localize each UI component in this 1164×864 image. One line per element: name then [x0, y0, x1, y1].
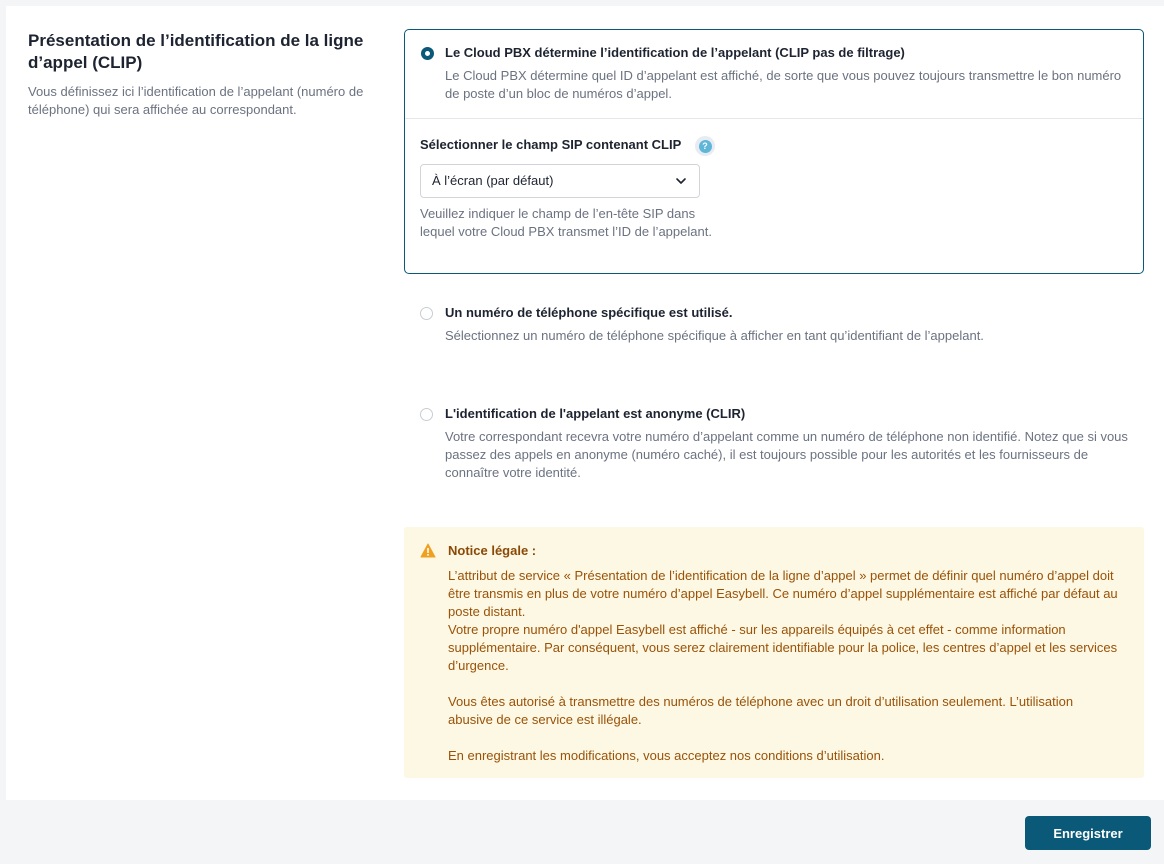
sip-field-label: Sélectionner le champ SIP contenant CLIP [420, 137, 682, 152]
legal-paragraph: L’attribut de service « Présentation de l’identification de la ligne d’appel » permet de définir quel numéro d’appel doit être transmis en plus de votre numéro d’appel Easybell. Ce numéro d’appel supplémentaire est affiché par défaut au poste distant. [448, 568, 1118, 619]
warning-triangle-icon [420, 543, 436, 558]
legal-notice [404, 527, 1144, 778]
save-button[interactable]: Enregistrer [1025, 816, 1151, 850]
sip-field-selected-value: À l’écran (par défaut) [432, 173, 554, 188]
settings-card [6, 6, 1164, 800]
sip-field-select[interactable] [420, 164, 700, 198]
option-cloud-pbx-header [405, 30, 1143, 119]
radio-cloud-pbx[interactable] [421, 47, 434, 60]
radio-specific-number[interactable] [420, 307, 433, 320]
option-cloud-pbx[interactable] [404, 29, 1144, 274]
chevron-down-icon [675, 175, 687, 187]
legal-paragraph: Votre propre numéro d'appel Easybell est affiché - sur les appareils équipés à cet effet - comme information supplémentaire. Par conséquent, vous serez clairement identifiable pour la police, les centres d’appel et les services d’urgence. [448, 622, 1118, 673]
option-title: Un numéro de téléphone spécifique est utilisé. [445, 305, 733, 320]
option-description: Votre correspondant recevra votre numéro d’appelant comme un numéro de téléphone non identifié. Notez que si vous passez des appels en anonyme (numéro caché), il est toujours possible pour les autorités et les fournisseurs de connaître votre identité. [445, 429, 1128, 480]
legal-notice-text [448, 567, 1118, 765]
section-description: Vous définissez ici l’identification de l’appelant (numéro de téléphone) qui sera affichée au correspondant. [28, 84, 364, 117]
legal-notice-title: Notice légale : [448, 543, 537, 558]
question-circle-icon[interactable]: ? [695, 136, 715, 156]
option-description: Sélectionnez un numéro de téléphone spécifique à afficher en tant qu’identifiant de l’appelant. [445, 328, 984, 343]
sip-field-help-text: Veuillez indiquer le champ de l’en-tête SIP dans lequel votre Cloud PBX transmet l’ID de l’appelant. [420, 206, 712, 239]
option-title: Le Cloud PBX détermine l’identification de l’appelant (CLIP pas de filtrage) [445, 45, 905, 60]
section-header [28, 30, 388, 119]
option-title: L'identification de l'appelant est anonyme (CLIR) [445, 406, 746, 421]
radio-anonymous[interactable] [420, 408, 433, 421]
legal-paragraph: En enregistrant les modifications, vous acceptez nos conditions d’utilisation. [448, 748, 885, 763]
section-title: Présentation de l’identification de la ligne d’appel (CLIP) [28, 31, 364, 72]
legal-paragraph: Vous êtes autorisé à transmettre des numéros de téléphone avec un droit d’utilisation seulement. L’utilisation abusive de ce service est illégale. [448, 694, 1074, 727]
option-description: Le Cloud PBX détermine quel ID d’appelant est affiché, de sorte que vous pouvez toujours transmettre le bon numéro de poste d’un bloc de numéros d’appel. [445, 68, 1122, 101]
